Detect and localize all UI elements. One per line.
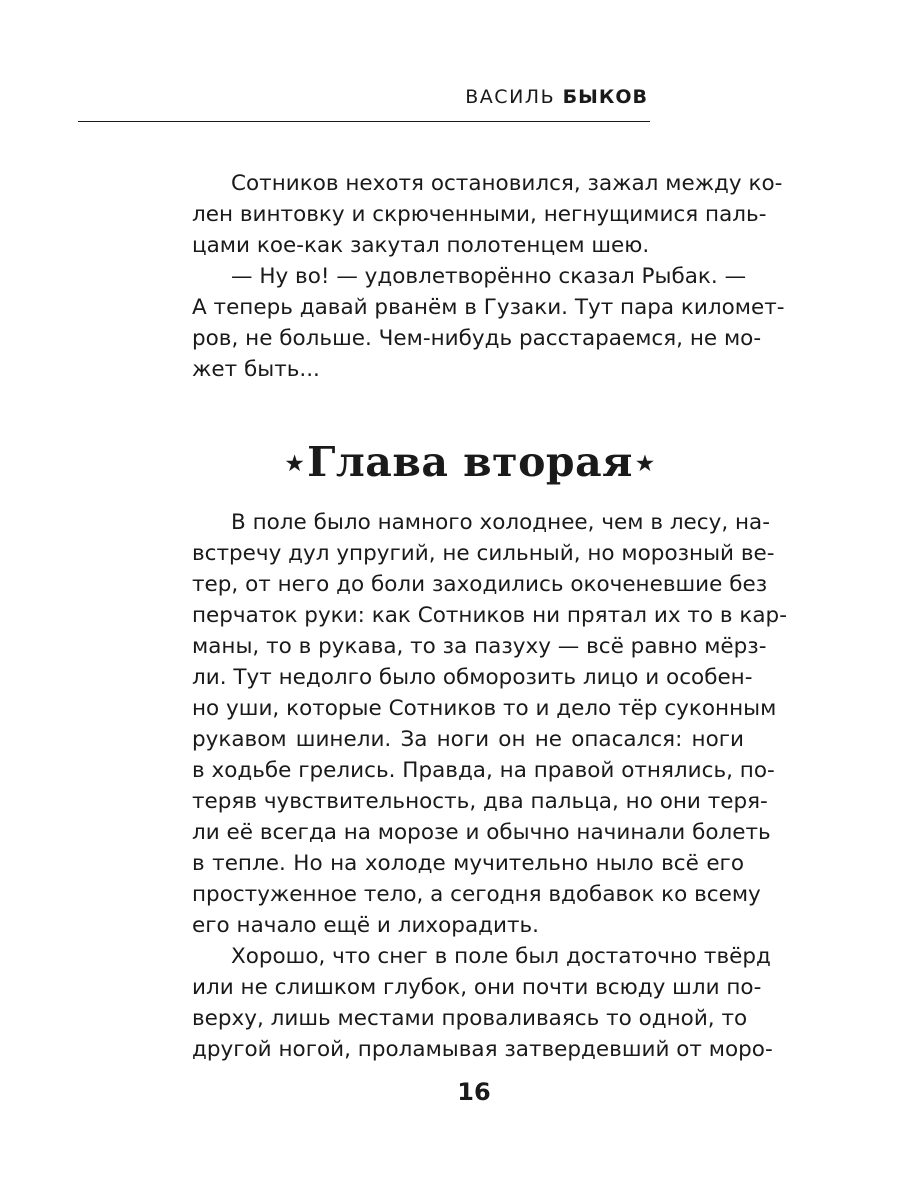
text-line: в ходьбе грелись. Правда, на правой отнялись, по- (192, 758, 775, 783)
text-line: перчаток руки: как Сотников ни прятал их то в кар- (192, 603, 787, 628)
text-line: А теперь давай рванём в Гузаки. Тут пара километ- (192, 295, 785, 320)
running-head (0, 86, 648, 108)
text-line: другой ногой, проламывая затвердевший от моро- (192, 1037, 773, 1062)
text-line: лен винтовку и скрюченными, негнущимися паль- (192, 202, 767, 227)
text-line: тер, от него до боли заходились окоченевшие без (192, 572, 768, 597)
text-line: в тепле. Но на холоде мучительно ныло всё его (192, 851, 744, 876)
text-line: Сотников нехотя остановился, зажал между ко- (231, 171, 783, 196)
text-line: цами кое-как закутал полотенцем шею. (192, 233, 650, 258)
text-line: рукавом шинели. За ноги он не опасался: ноги (192, 727, 744, 752)
page-number: 16 (457, 1078, 491, 1106)
text-line: его начало ещё и лихорадить. (192, 913, 539, 938)
text-line: В поле было намного холоднее, чем в лесу, на- (231, 510, 770, 535)
author-first-name: ВАСИЛЬ (465, 86, 556, 108)
text-line: но уши, которые Сотников то и дело тёр суконным (192, 696, 777, 721)
author-last-name: БЫКОВ (562, 86, 648, 108)
text-line: теряв чувствительность, два пальца, но они теря- (192, 789, 768, 814)
header-rule (78, 121, 650, 122)
text-line: простуженное тело, а сегодня вдобавок ко всему (192, 882, 761, 907)
text-line: — Ну во! — удовлетворённо сказал Рыбак. — (231, 264, 747, 289)
text-line: маны, то в рукава, то за пазуху — всё равно мёрз- (192, 634, 767, 659)
text-line: ли. Тут недолго было обморозить лицо и особен- (192, 665, 753, 690)
text-line: Хорошо, что снег в поле был достаточно твёрд (231, 944, 771, 969)
text-line: ли её всегда на морозе и обычно начинали болеть (192, 820, 771, 845)
text-line: жет быть... (192, 357, 320, 382)
text-line: или не слишком глубок, они почти всюду шли по- (192, 975, 762, 1000)
star-icon: ★ (285, 451, 305, 475)
text-line: ров, не больше. Чем-нибудь расстараемся, не мо- (192, 326, 762, 351)
star-icon: ★ (635, 451, 655, 475)
chapter-title-text: Глава вторая (307, 438, 633, 486)
text-line: встречу дул упругий, не сильный, но морозный ве- (192, 541, 775, 566)
chapter-title (150, 434, 790, 491)
text-line: верху, лишь местами проваливаясь то одной, то (192, 1006, 748, 1031)
